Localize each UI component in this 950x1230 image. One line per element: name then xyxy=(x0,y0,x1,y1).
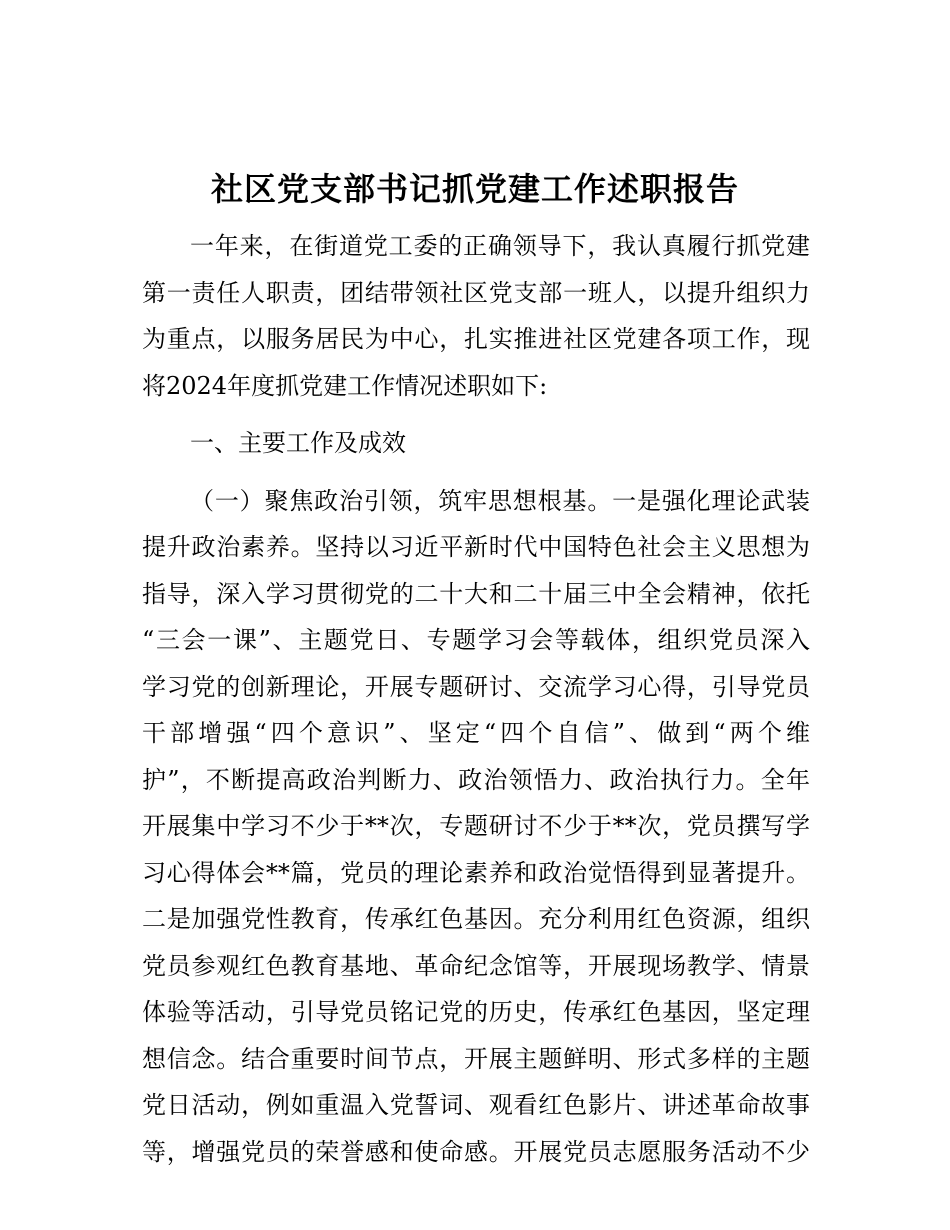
body-line: 干部增强“四个意识”、坚定“四个自信”、做到“两个维 xyxy=(142,719,810,747)
body-line: 二是加强党性教育，传承红色基因。充分利用红色资源，组织 xyxy=(142,905,810,933)
body-line: 党员参观红色教育基地、革命纪念馆等，开展现场教学、情景 xyxy=(142,951,810,980)
body-line: “三会一课”、主题党日、专题学习会等载体，组织党员深入 xyxy=(142,626,810,654)
intro-line: 为重点，以服务居民为中心，扎实推进社区党建各项工作，现 xyxy=(142,325,810,353)
document-body xyxy=(142,223,810,1175)
document-title: 社区党支部书记抓党建工作述职报告 xyxy=(210,170,739,208)
body-line: 开展集中学习不少于**次，专题研讨不少于**次，党员撰写学 xyxy=(142,812,810,840)
body-line: 指导，深入学习贯彻党的二十大和二十届三中全会精神，依托 xyxy=(142,579,810,608)
body-line: 提升政治素养。坚持以习近平新时代中国特色社会主义思想为 xyxy=(142,533,810,561)
body-line: 想信念。结合重要时间节点，开展主题鲜明、形式多样的主题 xyxy=(142,1044,810,1073)
body-line: 等，增强党员的荣誉感和使命感。开展党员志愿服务活动不少 xyxy=(142,1137,810,1166)
intro-line: 一年来，在街道党工委的正确领导下，我认真履行抓党建 xyxy=(190,232,810,260)
body-line: （一）聚焦政治引领，筑牢思想根基。一是强化理论武装 xyxy=(190,486,810,515)
body-line: 体验等活动，引导党员铭记党的历史，传承红色基因，坚定理 xyxy=(142,998,810,1026)
body-line: 习心得体会**篇，党员的理论素养和政治觉悟得到显著提升。 xyxy=(142,858,810,887)
intro-line: 第一责任人职责，团结带领社区党支部一班人，以提升组织力 xyxy=(142,278,810,307)
intro-line: 将2024年度抓党建工作情况述职如下: xyxy=(142,371,548,400)
body-line: 学习党的创新理论，开展专题研讨、交流学习心得，引导党员 xyxy=(142,672,810,701)
body-line: 党日活动，例如重温入党誓词、观看红色影片、讲述革命故事 xyxy=(142,1091,810,1119)
section-heading: 一、主要工作及成效 xyxy=(190,429,406,457)
body-line: 护”，不断提高政治判断力、政治领悟力、政治执行力。全年 xyxy=(142,765,810,794)
